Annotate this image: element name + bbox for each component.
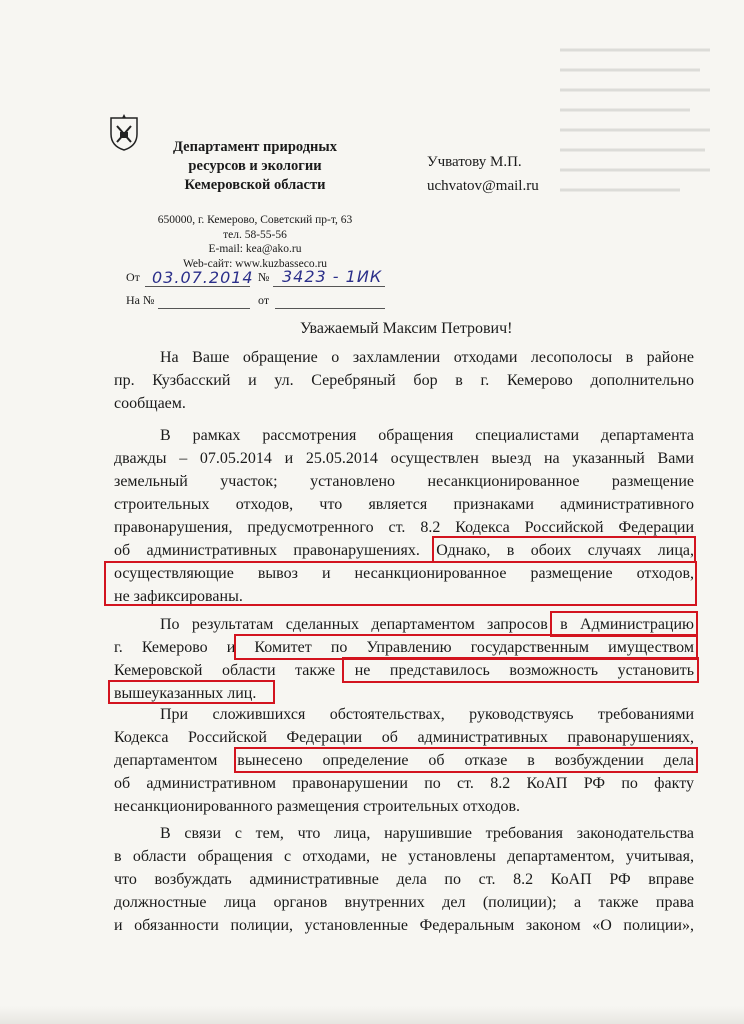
number-label: №: [258, 270, 270, 284]
paragraph-line: строительных отходов, что является признаками административного: [114, 496, 694, 513]
bleed-through-text: [560, 40, 710, 210]
paragraph-line: несанкционированного размещения строительных отходов.: [114, 798, 521, 815]
highlight-box: [432, 536, 696, 563]
org-line: Кемеровской области: [184, 177, 326, 193]
paragraph-line: Кодекса Российской Федерации об административных правонарушениях,: [114, 729, 694, 746]
address-line: 650000, г. Кемерово, Советский пр-т, 63: [157, 214, 353, 226]
date-label: От: [126, 270, 140, 284]
highlight-box: [234, 747, 698, 773]
recipient-block: [427, 150, 539, 198]
website-line: Web-сайт: www.kuzbasseco.ru: [182, 257, 328, 270]
paragraph-line: При сложившихся обстоятельствах, руководствуясь требованиями: [160, 706, 694, 723]
paragraph-line: сообщаем.: [114, 395, 186, 412]
paragraph-line: земельный участок; установлено несанкционированное размещение: [114, 473, 694, 490]
incoming-number-underline: [158, 308, 250, 309]
highlight-box: [342, 657, 699, 683]
paragraph-line: пр. Кузбасский и ул. Серебряный бор в г. Кемерово дополнительно: [114, 372, 694, 389]
sender-organization: [150, 138, 360, 195]
paragraph-line: вышеуказанных лиц.: [114, 685, 257, 702]
highlight-box: [104, 561, 697, 606]
incoming-date-underline: [275, 308, 385, 309]
paragraph-line: об административных правонарушениях. Однако, в обоих случаях лица,: [114, 542, 694, 559]
paragraph-line: в области обращения с отходами, не установлены департаментом, учитывая,: [114, 848, 694, 865]
sender-address: [130, 213, 380, 271]
paragraph-line: не зафиксированы.: [114, 588, 243, 605]
email-line: E-mail: kea@ako.ru: [208, 243, 302, 255]
paragraph-line: дважды – 07.05.2014 и 25.05.2014 осуществлен выезд на указанный Вами: [114, 450, 694, 467]
page-edge: [0, 1006, 744, 1024]
paragraph-line: В связи с тем, что лица, нарушившие требования законодательства: [160, 825, 694, 842]
paragraph-line: осуществляющие вывоз и несанкционированное размещение отходов,: [114, 565, 694, 582]
paragraph-line: В рамках рассмотрения обращения специалистами департамента: [160, 427, 694, 444]
number-underline: [273, 286, 385, 287]
paragraph-line: об административном правонарушении по ст. 8.2 КоАП РФ по факту: [114, 775, 694, 792]
phone-line: тел. 58-55-56: [223, 228, 287, 241]
handwritten-date: 03.07.2014: [152, 268, 254, 287]
paragraph-line: г. Кемерово и Комитет по Управлению государственным имуществом: [114, 639, 694, 656]
paragraph-line: и обязанности полиции, установленные Федеральным законом «О полиции»,: [114, 917, 694, 934]
coat-of-arms-icon: [108, 112, 140, 152]
greeting: Уважаемый Максим Петрович!: [300, 320, 513, 337]
recipient-name: Учватову М.П.: [427, 154, 522, 170]
org-line: ресурсов и экологии: [188, 158, 322, 174]
recipient-email: uchvatov@mail.ru: [427, 178, 539, 194]
incoming-date-label: от: [258, 293, 270, 307]
highlight-box: [108, 680, 275, 704]
paragraph-line: департаментом вынесено определение об отказе в возбуждении дела: [114, 752, 694, 769]
incoming-number-label: На №: [126, 293, 155, 307]
paragraph-line: По результатам сделанных департаментом запросов в Администрацию: [160, 616, 694, 633]
paragraph-line: должностные лица органов внутренних дел (полиции); а также права: [114, 894, 694, 911]
handwritten-number: 3423 - 1ИК: [282, 267, 383, 286]
paragraph-line: правонарушения, предусмотренного ст. 8.2 Кодекса Российской Федерации: [114, 519, 694, 536]
paragraph-line: что возбуждать административные дела по ст. 8.2 КоАП РФ вправе: [114, 871, 694, 888]
paragraph-line: На Ваше обращение о захламлении отходами лесополосы в районе: [160, 349, 694, 366]
org-line: Департамент природных: [173, 139, 337, 155]
paragraph-line: Кемеровской области также не представилось возможность установить: [114, 662, 694, 679]
